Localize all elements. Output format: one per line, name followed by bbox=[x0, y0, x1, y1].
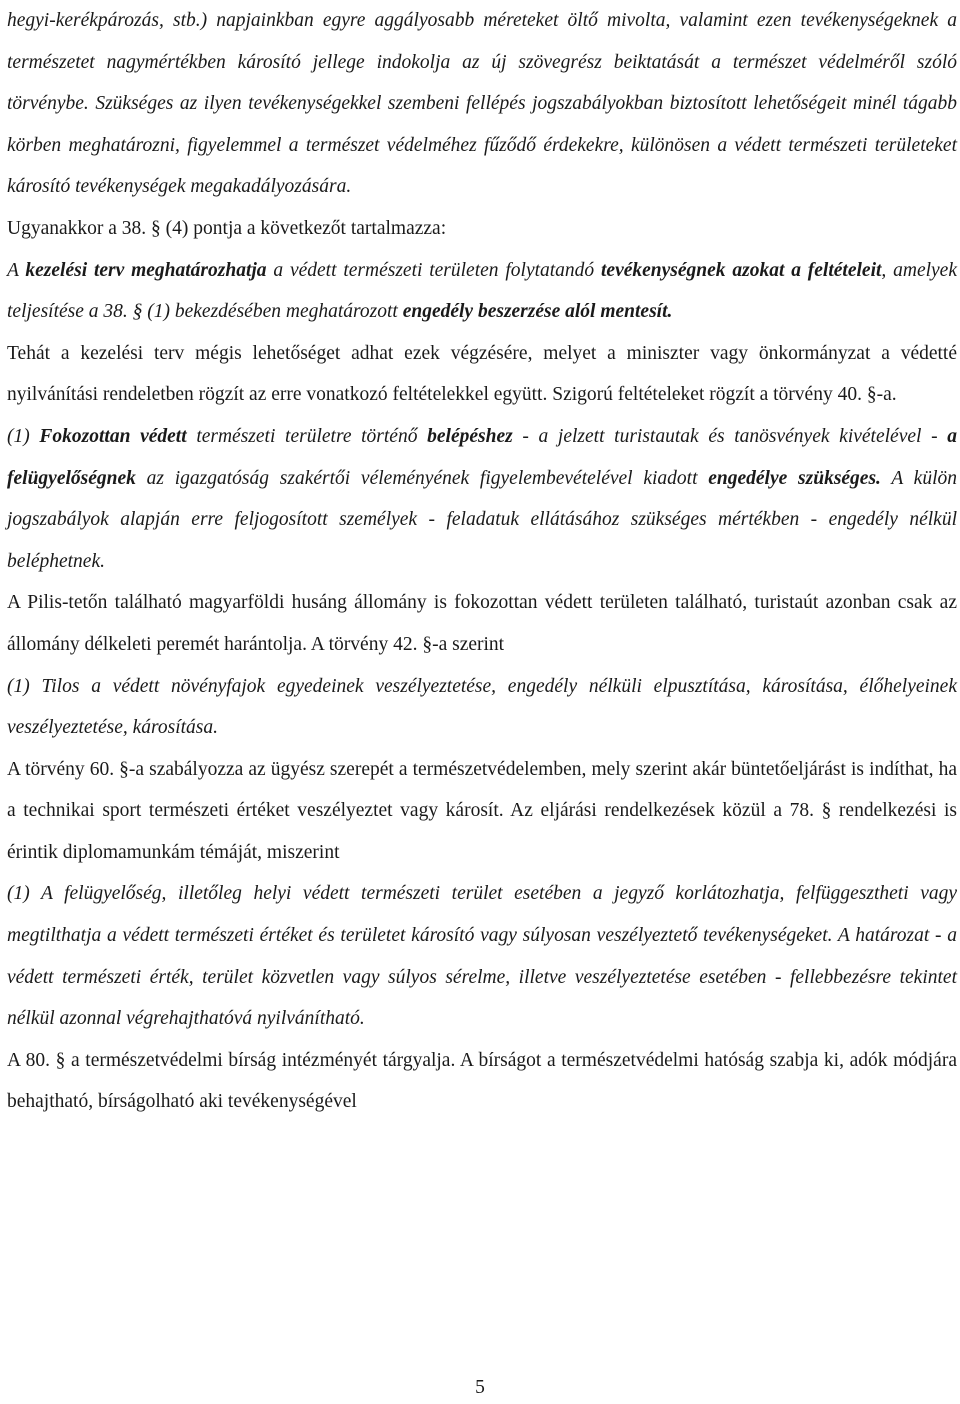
paragraph-1-text: hegyi-kerékpározás, stb.) napjainkban egyre aggályosabb méreteket öltő mivolta, valamint ezen tevékenységeknek a természetet nagymértékben károsító jellege indokolja az új szövegrész beiktatását a természet védelméről szóló törvénybe. bbox=[7, 10, 957, 115]
quote-text: az igazgatóság szakértői véleményének figyelembevételével kiadott bbox=[135, 467, 709, 489]
page-number: 5 bbox=[475, 1377, 485, 1398]
quote-text: - a jelzett turistautak és tanösvények kivételével - bbox=[512, 425, 948, 447]
quote-78-paragrafus: (1) A felügyelőség, illetőleg helyi védett természeti terület esetében a jegyző korlátozhatja, felfüggesztheti vagy megtilthatja a védett természeti értéket és területet károsító vagy súlyosan veszélyeztető tevékenységeket. A határozat - a védett természeti érték, terület közvetlen vagy súlyos sérelme, illetve veszélyeztetése esetében - fellebbezésre tekintet nélkül azonnal végrehajthatóvá nyilvánítható. bbox=[7, 883, 957, 1030]
emphasis-text: engedélye szükséges. bbox=[708, 467, 881, 489]
paragraph-2: Ugyanakkor a 38. § (4) pontja a következőt tartalmazza: bbox=[7, 217, 447, 239]
paragraph-6: A Pilis-tetőn található magyarföldi husáng állomány is fokozottan védett területen található, turistaút azonban csak az állomány délkeleti peremét harántolja. A törvény 42. §-a szerint bbox=[7, 592, 957, 655]
emphasis-text: tevékenységnek azokat a feltételeit bbox=[601, 259, 882, 281]
document-page bbox=[7, 0, 957, 1123]
emphasis-text: Fokozottan védett bbox=[39, 425, 187, 447]
emphasis-text: engedély beszerzése alól mentesít. bbox=[402, 301, 673, 323]
quote-text: természeti területre történő bbox=[186, 425, 428, 447]
quote-text: a védett természeti területen folytatandó bbox=[266, 259, 602, 281]
quote-text: A külön jogszabályok alapján erre feljogosított személyek - feladatuk ellátásához szükséges mértékben - engedély nélkül beléphetnek. bbox=[7, 467, 957, 572]
emphasis-text: a felügyelőségnek bbox=[7, 425, 957, 489]
quote-text: (1) bbox=[7, 425, 40, 447]
quote-text: A bbox=[7, 259, 26, 281]
paragraph-8: A törvény 60. §-a szabályozza az ügyész szerepét a természetvédelemben, mely szerint akár büntetőeljárást is indíthat, ha a technikai sport természeti értéket veszélyeztet vagy károsít. Az eljárási rendelkezések közül a 78. § rendelkezési is érintik diplomamunkám témáját, miszerint bbox=[7, 758, 957, 863]
paragraph-1-text-tail: Szükséges az ilyen tevékenységekkel szembeni fellépés jogszabályokban biztosított lehetőségeit minél tágabb körben meghatározni, figyelemmel a természet védelméhez fűződő érdekekre, különösen a védett természeti területeket károsító tevékenységek megakadályozására. bbox=[7, 93, 957, 198]
paragraph-1 bbox=[7, 0, 957, 208]
emphasis-text: belépéshez bbox=[427, 425, 513, 447]
quote-kezelesi-terv bbox=[7, 250, 957, 333]
paragraph-4: Tehát a kezelési terv mégis lehetőséget adhat ezek végzésére, melyet a miniszter vagy önkormányzat a védetté nyilvánítási rendeletben rögzít az erre vonatkozó feltételekkel együtt. Szigorú feltételeket rögzít a törvény 40. §-a. bbox=[7, 342, 957, 406]
quote-40-paragrafus bbox=[7, 416, 957, 582]
paragraph-10: A 80. § a természetvédelmi bírság intézményét tárgyalja. A bírságot a természetvédelmi hatóság szabja ki, adók módjára behajtható, bírságolható aki tevékenységével bbox=[7, 1049, 957, 1113]
quote-42-paragrafus: (1) Tilos a védett növényfajok egyedeinek veszélyeztetése, engedély nélküli elpusztítása, károsítása, élőhelyeinek veszélyeztetése, károsítása. bbox=[7, 675, 957, 739]
quote-text: , amelyek teljesítése a 38. § (1) bekezdésében meghatározott bbox=[7, 259, 957, 323]
emphasis-text: kezelési terv meghatározhatja bbox=[25, 259, 267, 281]
